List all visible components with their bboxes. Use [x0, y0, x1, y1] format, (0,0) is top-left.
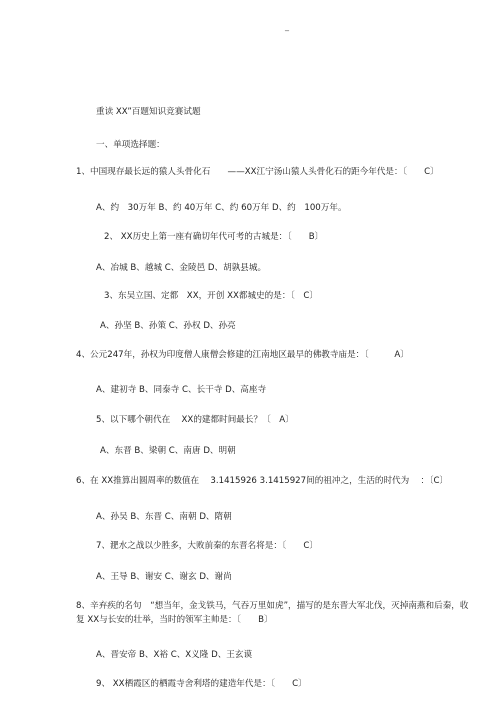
question-1-options: A、约 30万年 B、约 40万年 C、约 60万年 D、约 100万年。 [96, 203, 347, 213]
document-title: 重读 XX”百题知识竞赛试题 [96, 107, 201, 117]
section-heading: 一、单项选择题： [96, 140, 165, 150]
question-3-options: A、孙坚 B、孙策 C、孙权 D、孙亮 [100, 321, 236, 331]
question-6-options: A、孙吴 B、东晋 C、南朝 D、隋朝 [96, 512, 232, 522]
question-9-stem: 9、 XX栖霞区的栖霞寺舍利塔的建造年代是：〔 C〕 [96, 679, 307, 689]
question-4-options: A、建初寺 B、同泰寺 C、长干寺 D、高座寺 [96, 385, 267, 395]
question-4-stem: 4、公元247年，孙权为印度僧人康僧会修建的江南地区最早的佛教寺庙是：〔 A〕 [76, 350, 409, 360]
question-5-options: A、东晋 B、梁朝 C、南唐 D、明朝 [100, 446, 236, 456]
question-1-stem: 1、中国现存最长远的猿人头骨化石 ——XX江宁汤山猿人头骨化石的距今年代是：〔 C〕 [76, 167, 439, 177]
question-8-options: A、晋安帝 B、X裕 C、X义隆 D、王玄谟 [96, 650, 253, 660]
question-8-stem: 8、辛弃疾的名句 “想当年，金戈铁马，气吞万里如虎”，描写的是东晋大军北伐，灭掉南燕和后秦，收复 XX与长安的壮举，当时的领军主帅是：〔 B〕 [76, 601, 469, 625]
question-3-stem: 3、东吴立国、定都 XX，开创 XX都城史的是：〔 C〕 [104, 291, 318, 301]
header-mark: _ [285, 22, 289, 31]
question-7-options: A、王导 B、谢安 C、谢玄 D、谢尚 [96, 572, 232, 582]
question-2-options: A、冶城 B、越城 C、金陵邑 D、胡孰县城。 [96, 263, 267, 273]
question-2-stem: 2、 XX历史上第一座有确切年代可考的古城是：〔 B〕 [104, 232, 324, 242]
question-6-stem: 6、在 XX推算出圆周率的数值在 3.1415926 3.1415927间的祖冲之，生活的时代为 ：〔C〕 [76, 476, 449, 486]
question-5-stem: 5、以下哪个朝代在 XX的建都时间最长？〔 A〕 [96, 415, 294, 425]
question-7-stem: 7、淝水之战以少胜多，大败前秦的东晋名将是：〔 C〕 [96, 541, 319, 551]
